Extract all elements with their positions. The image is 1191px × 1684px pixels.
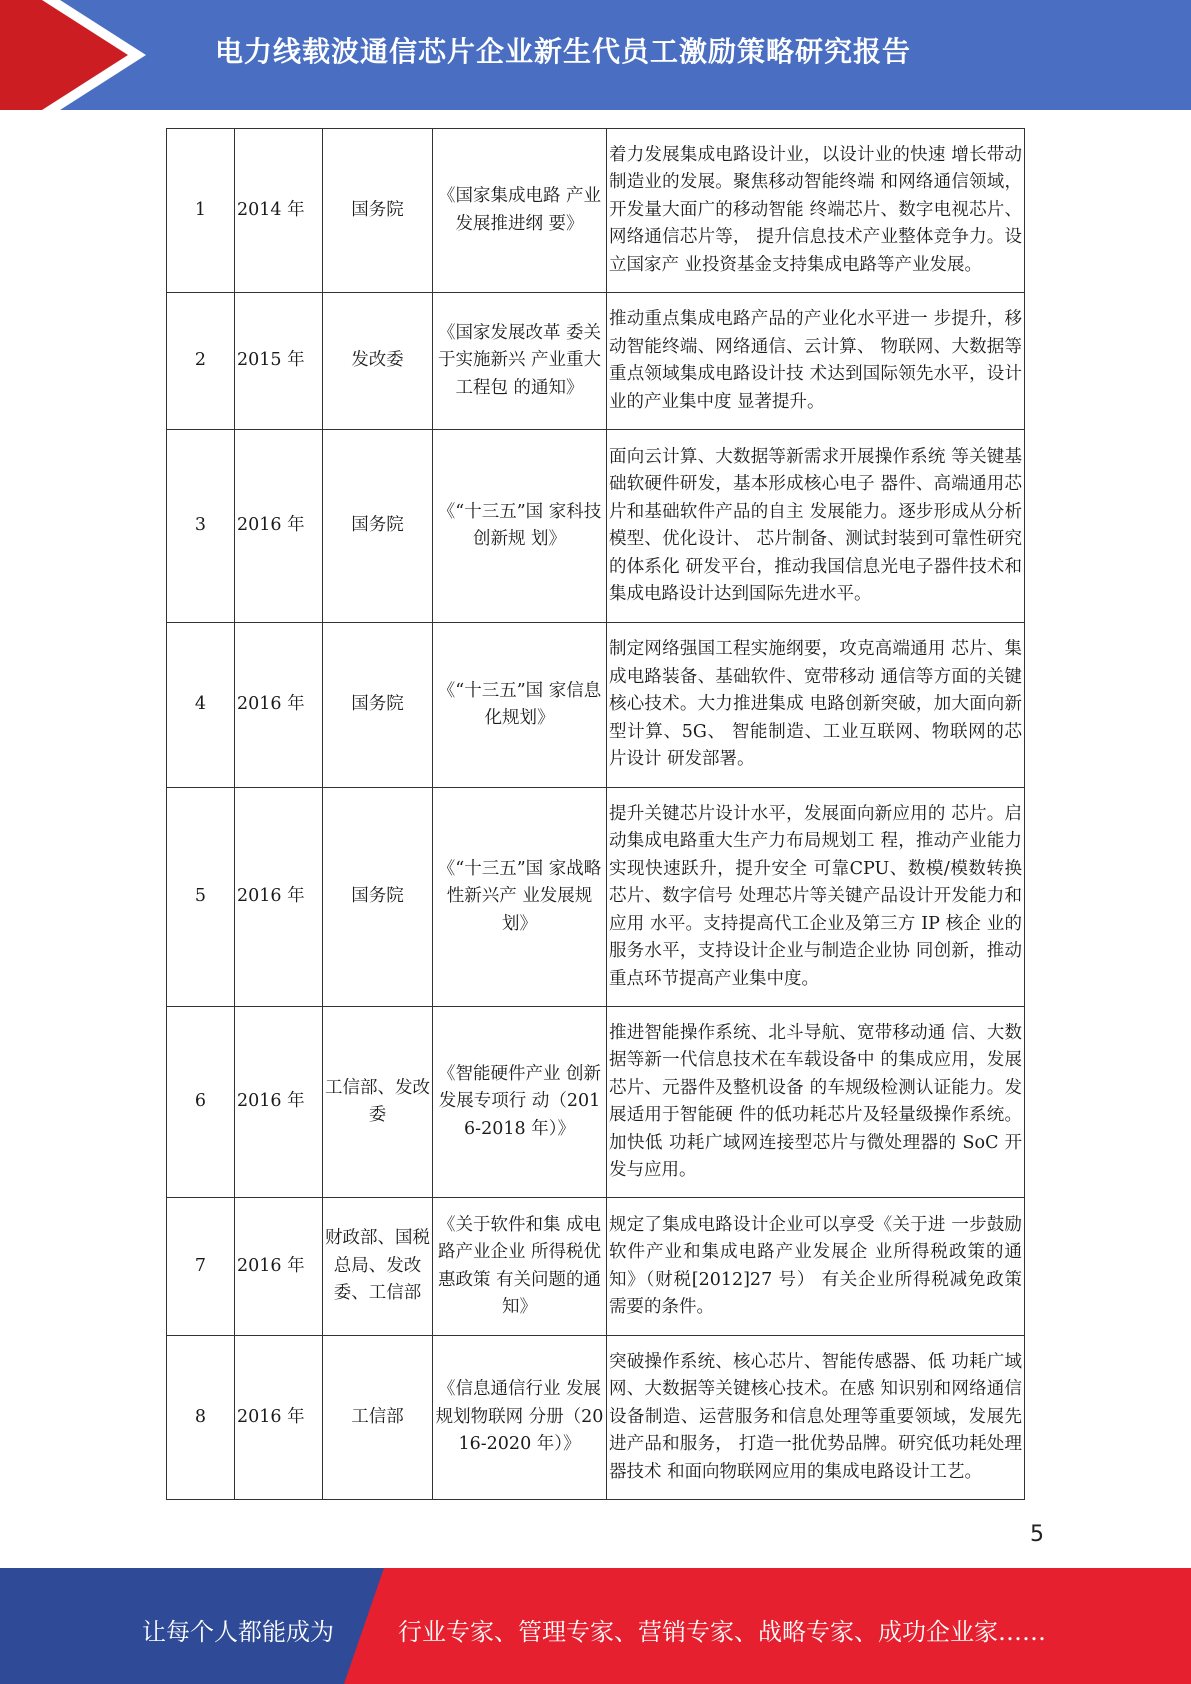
row-number: 1 (167, 129, 235, 293)
row-year: 2016 年 (235, 1007, 323, 1198)
row-document: 《智能硬件产业 创新发展专项行 动（2016-2018 年）》 (433, 1007, 607, 1198)
row-department: 工信部 (323, 1336, 433, 1500)
page-footer (0, 1568, 1191, 1684)
row-number: 7 (167, 1198, 235, 1336)
row-year: 2016 年 (235, 430, 323, 623)
row-document: 《信息通信行业 发展规划物联网 分册（2016-2020 年）》 (433, 1336, 607, 1500)
row-document: 《“十三五”国 家科技创新规 划》 (433, 430, 607, 623)
page-header (0, 0, 1191, 110)
table-row (167, 1336, 1025, 1500)
row-department: 财政部、国税总局、发改委、工信部 (323, 1198, 433, 1336)
row-department: 发改委 (323, 293, 433, 430)
row-description: 着力发展集成电路设计业，以设计业的快速 增长带动制造业的发展。聚焦移动智能终端 和网络通信领域，开发量大面广的移动智能 终端芯片、数字电视芯片、网络通信芯片等， 提升信息技术产业整体竞争力。设立国家产 业投资基金支持集成电路等产业发展。 (607, 129, 1025, 293)
row-number: 8 (167, 1336, 235, 1500)
row-department: 国务院 (323, 788, 433, 1007)
footer-slogan-right: 行业专家、管理专家、营销专家、战略专家、成功企业家…… (398, 1618, 1046, 1646)
row-document: 《关于软件和集 成电路产业企业 所得税优惠政策 有关问题的通 知》 (433, 1198, 607, 1336)
table-row (167, 623, 1025, 788)
row-year: 2015 年 (235, 293, 323, 430)
table-row (167, 788, 1025, 1007)
row-description: 提升关键芯片设计水平，发展面向新应用的 芯片。启动集成电路重大生产力布局规划工 程，推动产业能力实现快速跃升，提升安全 可靠CPU、数模/模数转换芯片、数字信号 处理芯片等关键产品设计开发能力和应用 水平。支持提高代工企业及第三方 IP 核企 业的服务水平，支持设计企业与制造企业协 同创新，推动重点环节提高产业集中度。 (607, 788, 1025, 1007)
row-number: 2 (167, 293, 235, 430)
policy-table (166, 128, 1025, 1500)
row-description: 制定网络强国工程实施纲要，攻克高端通用 芯片、集成电路装备、基础软件、宽带移动 通信等方面的关键核心技术。大力推进集成 电路创新突破，加大面向新型计算、5G、 智能制造、工业互联网、物联网的芯片设计 研发部署。 (607, 623, 1025, 788)
table-row (167, 430, 1025, 623)
row-description: 突破操作系统、核心芯片、智能传感器、低 功耗广域网、大数据等关键核心技术。在感 知识别和网络通信设备制造、运营服务和信息处理等重要领域，发展先进产品和服务， 打造一批优势品牌。研究低功耗处理器技术 和面向物联网应用的集成电路设计工艺。 (607, 1336, 1025, 1500)
table-row (167, 129, 1025, 293)
row-description: 推进智能操作系统、北斗导航、宽带移动通 信、大数据等新一代信息技术在车载设备中 的集成应用，发展芯片、元器件及整机设备 的车规级检测认证能力。发展适用于智能硬 件的低功耗芯片及轻量级操作系统。加快低 功耗广域网连接型芯片与微处理器的 SoC 开发与应用。 (607, 1007, 1025, 1198)
row-department: 国务院 (323, 129, 433, 293)
row-document: 《国家发展改革 委关于实施新兴 产业重大工程包 的通知》 (433, 293, 607, 430)
table-row (167, 1007, 1025, 1198)
row-description: 面向云计算、大数据等新需求开展操作系统 等关键基础软硬件研发，基本形成核心电子 器件、高端通用芯片和基础软件产品的自主 发展能力。逐步形成从分析模型、优化设计、 芯片制备、测试封装到可靠性研究的体系化 研发平台，推动我国信息光电子器件技术和 集成电路设计达到国际先进水平。 (607, 430, 1025, 623)
row-department: 国务院 (323, 623, 433, 788)
row-description: 推动重点集成电路产品的产业化水平进一 步提升，移动智能终端、网络通信、云计算、 物联网、大数据等重点领域集成电路设计技 术达到国际领先水平，设计业的产业集中度 显著提升。 (607, 293, 1025, 430)
row-year: 2014 年 (235, 129, 323, 293)
row-year: 2016 年 (235, 1198, 323, 1336)
row-year: 2016 年 (235, 1336, 323, 1500)
row-number: 3 (167, 430, 235, 623)
footer-slogan-left: 让每个人都能成为 (142, 1618, 334, 1646)
row-number: 4 (167, 623, 235, 788)
table-row (167, 293, 1025, 430)
row-document: 《“十三五”国 家战略性新兴产 业发展规划》 (433, 788, 607, 1007)
row-document: 《“十三五”国 家信息化规划》 (433, 623, 607, 788)
row-year: 2016 年 (235, 623, 323, 788)
table-row (167, 1198, 1025, 1336)
page-number: 5 (1030, 1522, 1044, 1547)
row-department: 国务院 (323, 430, 433, 623)
row-description: 规定了集成电路设计企业可以享受《关于进 一步鼓励软件产业和集成电路产业发展企 业所得税政策的通知》（财税[2012]27 号） 有关企业所得税减免政策需要的条件。 (607, 1198, 1025, 1336)
row-year: 2016 年 (235, 788, 323, 1007)
row-number: 5 (167, 788, 235, 1007)
row-department: 工信部、发改委 (323, 1007, 433, 1198)
row-number: 6 (167, 1007, 235, 1198)
report-title: 电力线载波通信芯片企业新生代员工激励策略研究报告 (215, 35, 912, 68)
row-document: 《国家集成电路 产业发展推进纲 要》 (433, 129, 607, 293)
